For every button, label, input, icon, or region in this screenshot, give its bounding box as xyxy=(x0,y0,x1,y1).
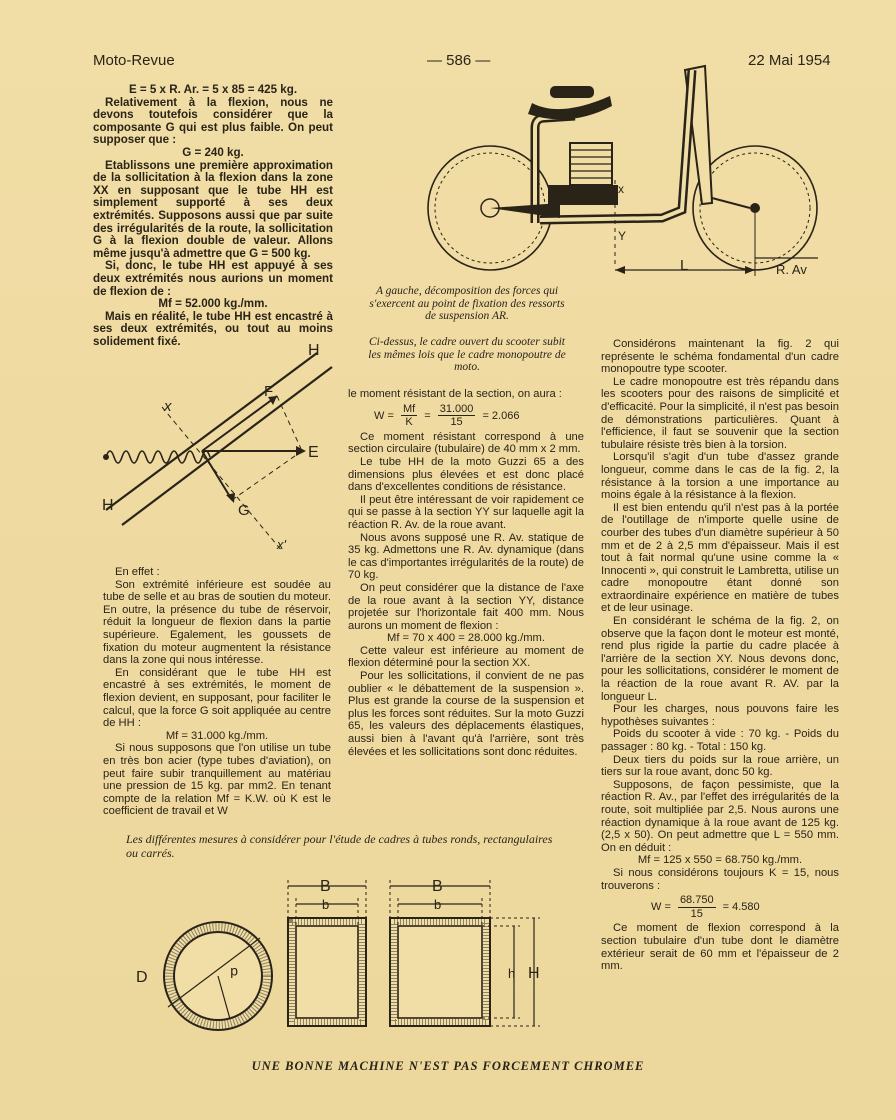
paragraph: Mf = 70 x 400 = 28.000 kg./mm. xyxy=(387,632,545,645)
label-e: E xyxy=(308,444,319,461)
column-2 xyxy=(348,388,584,758)
paragraph: Il est bien entendu qu'il n'est pas à la portée de l'outillage de n'importe quelle usine de courber des tubes d'un diamètre supérieur à 50 mm et de 2 à 2,5 mm d'épaisseur. Mais il est tout à fait normal qu'une usine comme la « Innocenti », qui construit le Lambretta, utilise un cadre monopoutre étant donné son extraordinaire expérience en matière de tubes et de leur usinage. xyxy=(601,501,839,615)
formula-w2: W = $\frac{68.750}{15}$ = 4.580 xyxy=(651,894,760,920)
caption-above: Ci-dessus, le cadre ouvert du scooter subit les mêmes lois que le cadre monopoutre de moto. xyxy=(368,336,566,374)
paragraph: Nous avons supposé une R. Av. statique de 35 kg. Admettons une R. Av. dynamique (dans le cas d'importantes irrégularités de la route) de 70 kg. xyxy=(348,531,584,582)
paragraph: Supposons, de façon pessimiste, que la réaction R. Av., par l'effet des irrégularités de la route, soit multipliée par 2,5. Nous aurons une réaction dynamique à la roue avant de 125 kg. (2,5 x 50). On peut admettre que L = 550 mm. On en déduit : xyxy=(601,778,839,854)
label-g: G xyxy=(238,502,250,519)
paragraph: Considérons maintenant la fig. 2 qui représente le schéma fondamental d'un cadre monopoutre type scooter. xyxy=(601,338,839,376)
label-h-outer: H xyxy=(528,965,540,982)
label-r-av: R. Av xyxy=(776,262,807,277)
column-3 xyxy=(601,338,839,973)
label-x-prime: x' xyxy=(277,537,286,552)
paragraph: Le cadre monopoutre est très répandu dans les scooters pour des raisons de simplicité et d'efficacité. Pour la simplicité, il n'est pas besoin de démonstrations particulières. Quant à l'efficience, il faut se souvenir que la section tubulaire résiste très bien à la torsion. xyxy=(601,375,839,451)
paragraph: En effet : xyxy=(115,566,160,578)
caption-left: A gauche, décomposition des forces qui s'exercent au point de fixation des ressorts de suspension AR. xyxy=(369,285,565,323)
paragraph: E = 5 x R. Ar. = 5 x 85 = 425 kg. xyxy=(128,83,298,96)
paragraph: Si nous supposons que l'on utilise un tube en très bon acier (type tubes d'aviation), on peut faire subir tranquillement au matériau une pression de 15 kg. par mm2. En tenant compte de la relation Mf = K.W. où K est le coefficient de travail et W xyxy=(103,742,331,818)
scooter-frame-figure xyxy=(420,58,830,283)
page-number: — 586 — xyxy=(427,52,491,69)
paragraph: Etablissons une première approximation de la sollicitation à la flexion dans la zone XX en supposant que le tube HH est simplement supporté à ses deux extrémités. Supposons aussi que par suite des irrégularités de la route, la sollicitation G à la flexion double de valeur. Allons même jusqu'à admettre que G = 500 kg. xyxy=(93,158,333,260)
label-h-inner: h xyxy=(508,966,516,981)
paragraph: Poids du scooter à vide : 70 kg. - Poids du passager : 80 kg. - Total : 150 kg. xyxy=(601,728,839,753)
issue-date: 22 Mai 1954 xyxy=(748,52,831,69)
label-l: L xyxy=(680,257,689,274)
formula-w1: W = $\frac{Mf}{K}$ = $\frac{31.000}{15}$ = 2.066 xyxy=(374,402,520,429)
paragraph: le moment résistant de la section, on aura : xyxy=(348,388,562,400)
paragraph: En considérant le schéma de la fig. 2, on observe que la façon dont le moteur est monté, rend plus rigide la partie du cadre placée à l'arrière de la section XY. Nous devons donc, pour les sollicitations, considérer le moment de la réaction de la roue avant R. AV. par la longueur L. xyxy=(601,615,839,703)
label-b-outer-2: B xyxy=(432,878,443,895)
paragraph: G = 240 kg. xyxy=(182,145,244,159)
paragraph: Le tube HH de la moto Guzzi 65 a des dimensions plus élevées et est donc placé dans d'excellentes conditions de résistance. xyxy=(348,455,584,494)
paragraph: Lorsqu'il s'agit d'un tube d'assez grande longueur, comme dans le cas de la fig. 2, la résistance à la torsion a une importance au moins égale à la résistance à la flexion. xyxy=(601,451,839,502)
paragraph: Ce moment de flexion correspond à la section tubulaire d'un tube dont le diamètre extérieur serait de 60 mm et l'épaisseur de 2 mm. xyxy=(601,922,839,973)
magazine-name: Moto-Revue xyxy=(93,52,175,69)
label-x: x xyxy=(164,398,172,415)
paragraph: On peut considérer que la distance de l'axe de la roue avant à la section YY, distance projetée sur l'horizontale fait 400 mm. Nous aurons un moment de flexion : xyxy=(348,581,584,632)
force-decomposition-figure xyxy=(92,335,342,565)
tube-sections-figure xyxy=(130,872,570,1052)
footer-slogan: UNE BONNE MACHINE N'EST PAS FORCEMENT CHROMEE xyxy=(251,1059,645,1073)
paragraph: Mf = 125 x 550 = 68.750 kg./mm. xyxy=(637,854,803,867)
paragraph: Pour les sollicitations, il convient de ne pas oublier « le débattement de la suspension ». Plus est grande la course de la suspension et plus les forces sont réduites. Sur la moto Guzzi 65, les valeurs des déplacements élastiques, aussi bien à l'avant qu'à l'arrière, sont très élevées et les sollicitations sont donc réduites. xyxy=(348,670,584,758)
paragraph: Son extrémité inférieure est soudée au tube de selle et au bras de soutien du moteur. En outre, la présence du tube de réservoir, réduit la longueur de flexion dans la partie supérieure. Egalement, les goussets de fixation du moteur augmentent la résistance dans la zone qui nous intéresse. xyxy=(103,578,331,667)
paragraph: Si nous considérons toujours K = 15, nous trouverons : xyxy=(601,866,839,892)
label-d-inner: d xyxy=(230,965,238,981)
paragraph: Mf = 31.000 kg./mm. xyxy=(165,729,269,742)
paragraph: Si, donc, le tube HH est appuyé à ses deux extrémités nous aurions un moment de flexion de : xyxy=(93,259,333,298)
column-1-top xyxy=(93,84,333,348)
label-x-frame: x xyxy=(618,182,624,196)
paragraph: Pour les charges, nous pouvons faire les hypothèses suivantes : xyxy=(601,703,839,728)
paragraph: En considérant que le tube HH est encastré à ses extrémités, le moment de flexion devient, en supposant, pour faciliter le calcul, que la force G soit appliquée au centre de HH : xyxy=(103,666,331,730)
label-f: F xyxy=(264,383,274,400)
paragraph: Mais en réalité, le tube HH est encastré à ses deux extrémités, ou tout au moins solidement fixé. xyxy=(93,309,333,348)
caption-bottom: Les différentes mesures à considérer pour l'étude de cadres à tubes ronds, rectangulaires ou carrés. xyxy=(126,832,553,860)
label-b-inner-2: b xyxy=(434,897,442,912)
label-d-outer: D xyxy=(136,969,148,986)
paragraph: Mf = 52.000 kg./mm. xyxy=(158,297,268,311)
label-h-top: H xyxy=(308,342,320,359)
paragraph: Il peut être intéressant de voir rapidement ce qui se passe à la section YY sur laquelle agit la réaction R. Av. de la roue avant. xyxy=(348,493,584,531)
paragraph: Ce moment résistant correspond à une section circulaire (tubulaire) de 40 mm x 2 mm. xyxy=(348,430,584,456)
label-b-outer-1: B xyxy=(320,878,331,895)
label-b-inner-1: b xyxy=(322,897,330,912)
label-y-frame: Y xyxy=(618,229,627,243)
paragraph: Deux tiers du poids sur la roue arrière, un tiers sur la roue avant, donc 50 kg. xyxy=(601,753,839,779)
paragraph: Relativement à la flexion, nous ne devons toutefois considérer que la composante G qui est plus faible. On peut supposer que : xyxy=(93,95,333,147)
label-h-bottom: H xyxy=(102,497,114,514)
column-1-bottom xyxy=(103,566,331,818)
paragraph: Cette valeur est inférieure au moment de flexion déterminé pour la section XX. xyxy=(348,644,584,670)
